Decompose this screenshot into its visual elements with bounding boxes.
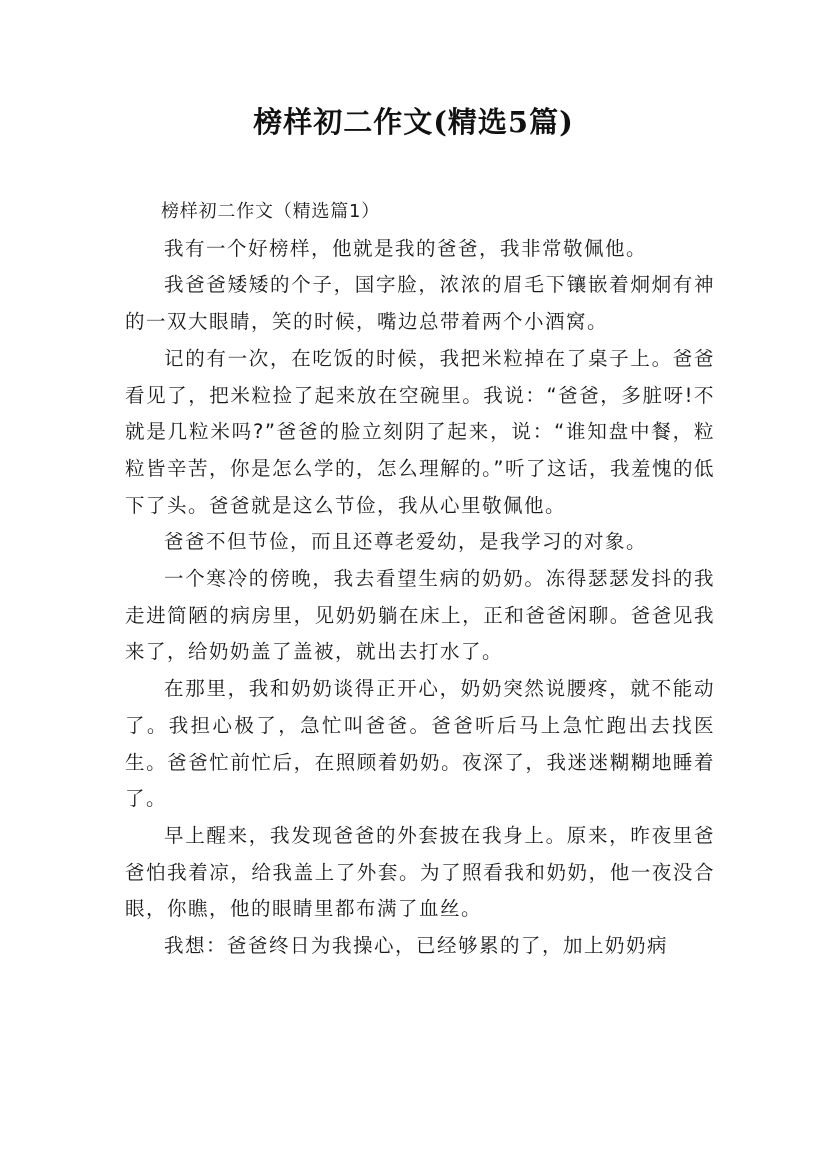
- paragraph-3: 记的有一次，在吃饭的时候，我把米粒掉在了桌子上。爸爸看见了，把米粒捡了起来放在空碗里。我说：“爸爸，多脏呀!不就是几粒米吗?”爸爸的脸立刻阴了起来，说：“谁知盘中餐，粒粒皆辛苦，你是怎么学的，怎么理解的。”听了这话，我羞愧的低下了头。爸爸就是这么节俭，我从心里敬佩他。: [125, 346, 715, 517]
- document-title: 榜样初二作文(精选5篇): [253, 105, 574, 139]
- paragraph-6: 在那里，我和奶奶谈得正开心，奶奶突然说腰疼，就不能动了。我担心极了，急忙叫爸爸。爸爸听后马上急忙跑出去找医生。爸爸忙前忙后，在照顾着奶奶。夜深了，我迷迷糊糊地睡着了。: [125, 677, 715, 811]
- paragraph-7: 早上醒来，我发现爸爸的外套披在我身上。原来，昨夜里爸爸怕我着凉，给我盖上了外套。为了照看我和奶奶，他一夜没合眼，你瞧，他的眼睛里都布满了血丝。: [125, 823, 715, 921]
- paragraph-4: 爸爸不但节俭，而且还尊老爱幼，是我学习的对象。: [164, 530, 648, 554]
- document-body: [125, 194, 715, 965]
- paragraph-1: 我有一个好榜样，他就是我的爸爸，我非常敬佩他。: [164, 236, 648, 260]
- section-title: 榜样初二作文（精选篇1）: [161, 201, 381, 222]
- paragraph-8: 我想：爸爸终日为我操心，已经够累的了，加上奶奶病: [164, 934, 669, 958]
- paragraph-5: 一个寒冷的傍晚，我去看望生病的奶奶。冻得瑟瑟发抖的我走进简陋的病房里，见奶奶躺在床上，正和爸爸闲聊。爸爸见我来了，给奶奶盖了盖被，就出去打水了。: [125, 567, 715, 664]
- paragraph-2: 我爸爸矮矮的个子，国字脸，浓浓的眉毛下镶嵌着炯炯有神的一双大眼睛，笑的时候，嘴边总带着两个小酒窝。: [125, 273, 715, 334]
